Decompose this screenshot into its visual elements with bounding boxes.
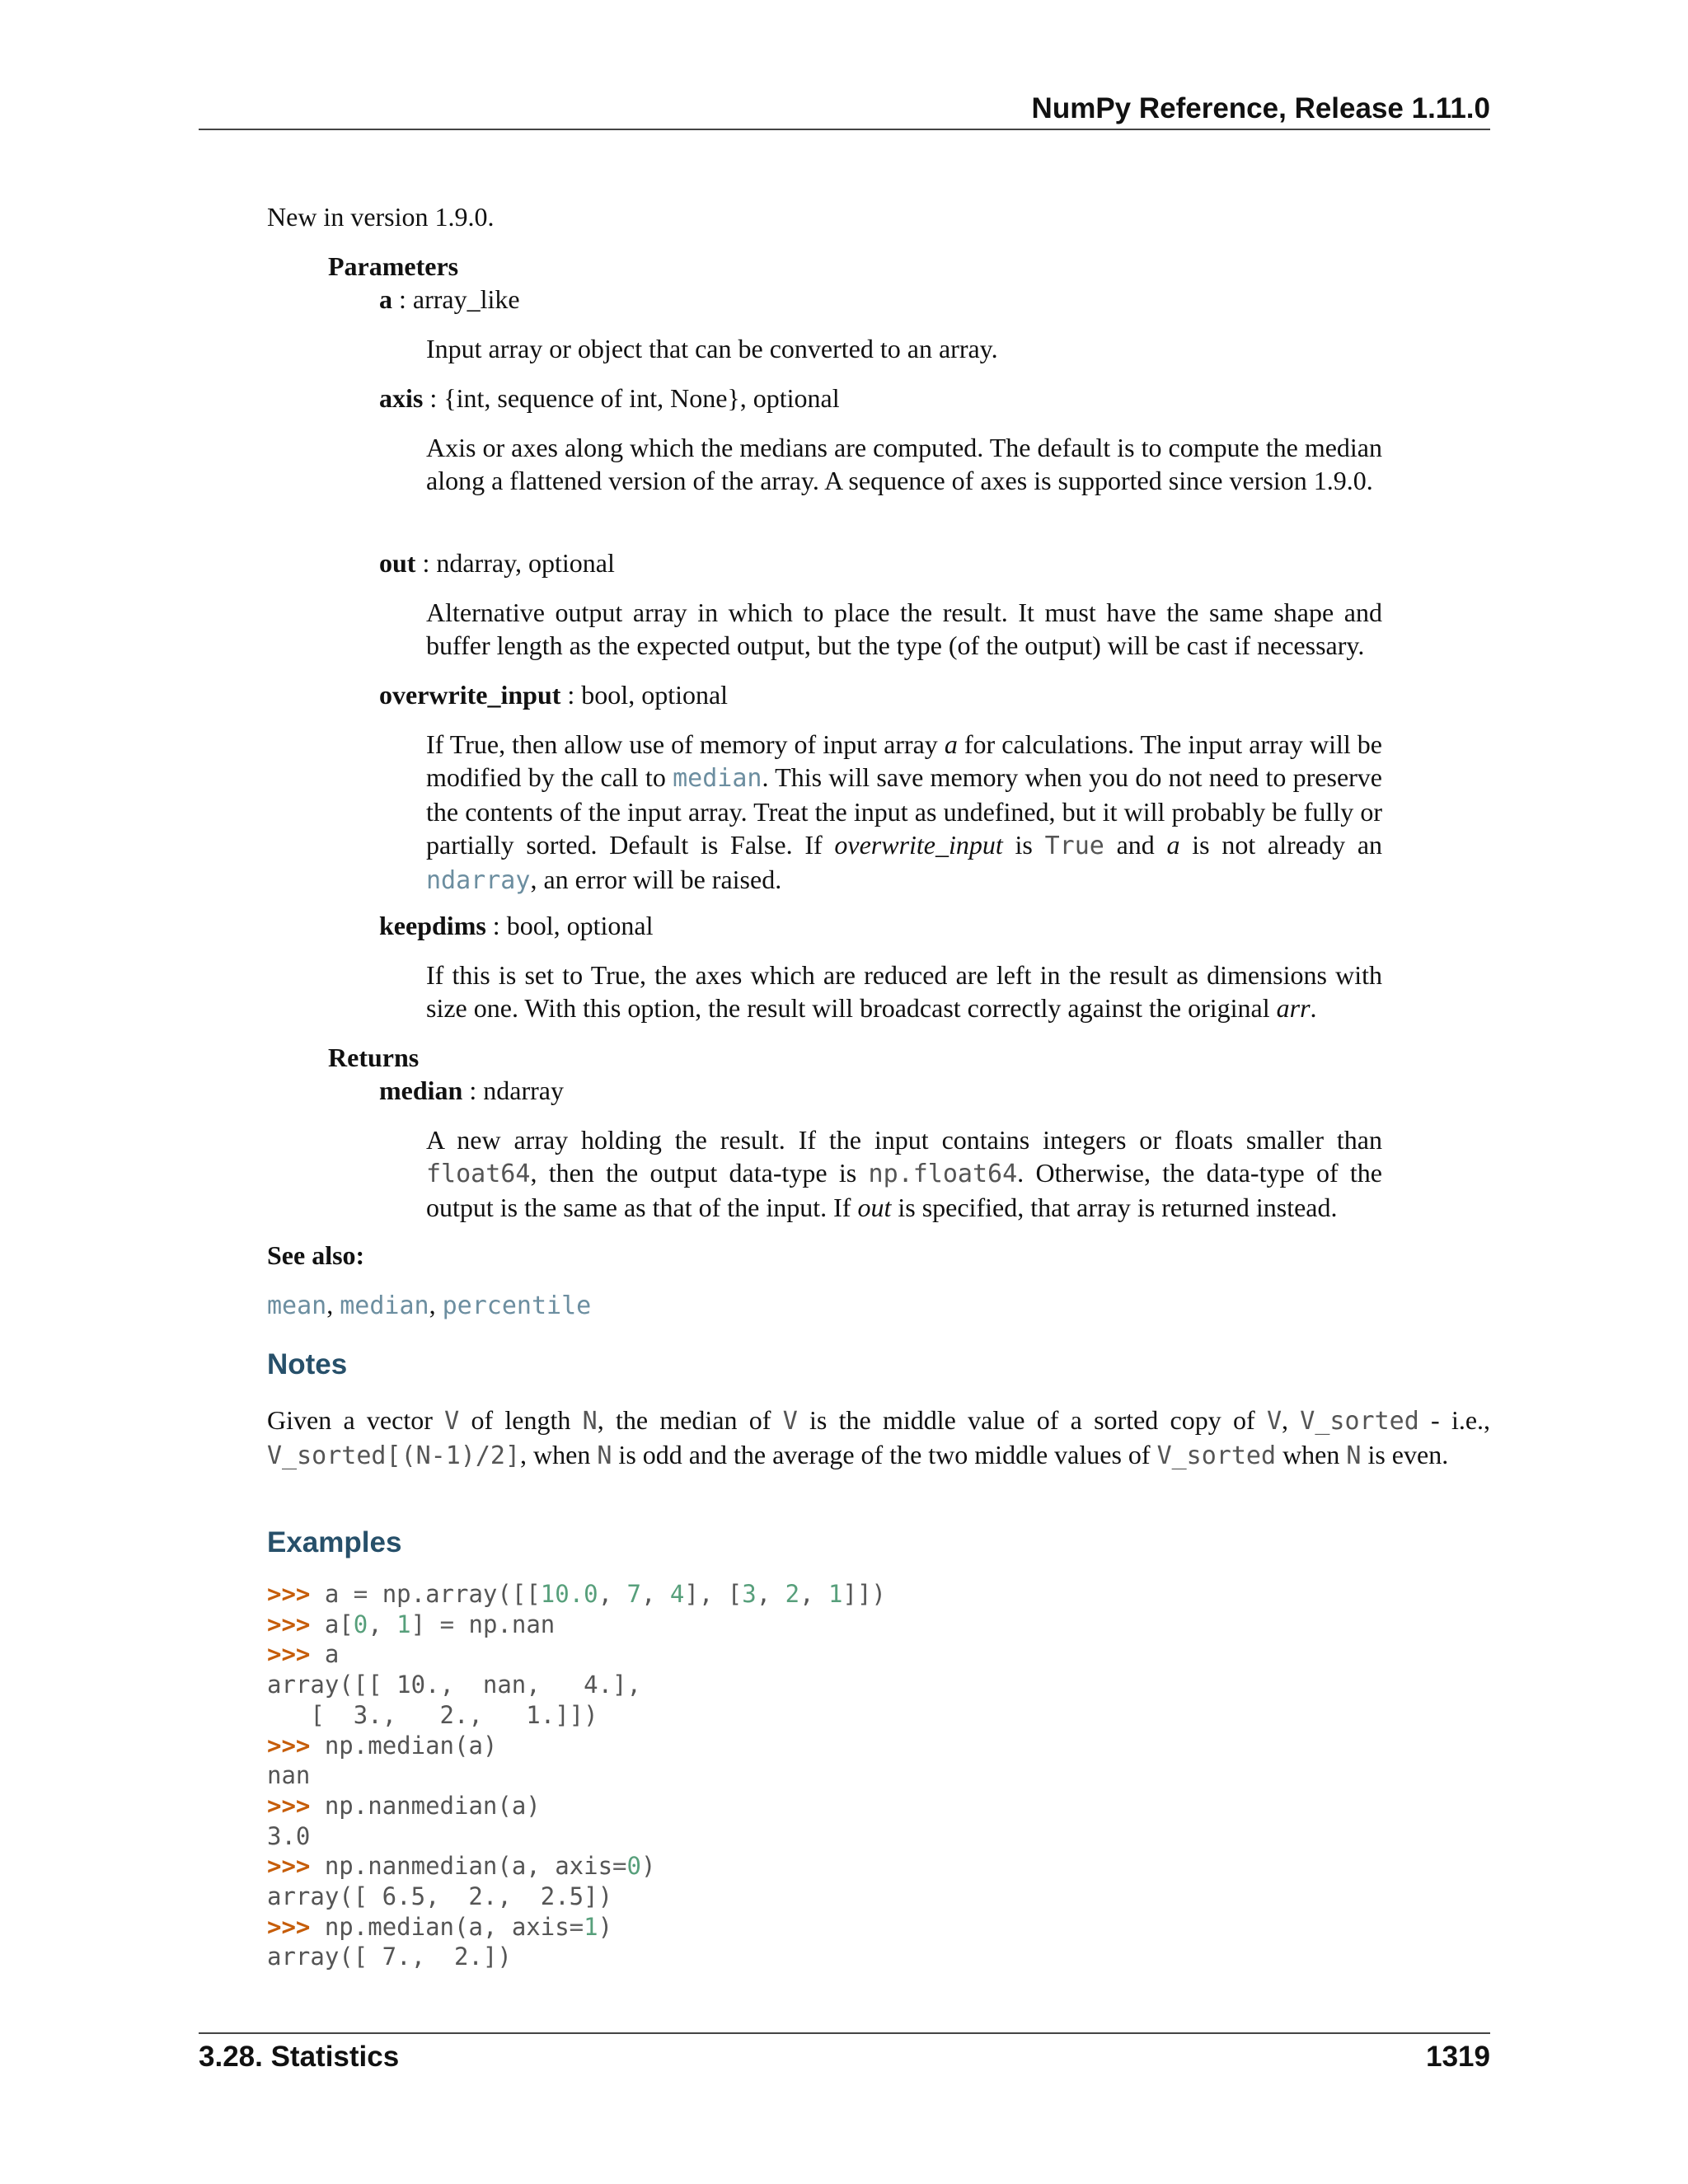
param-axis-desc: Axis or axes along which the medians are computed. The default is to compute the median along a flattened version of the array. A sequence of axes is supported since version 1.9.0.: [426, 433, 1382, 495]
param-out: out : ndarray, optional: [379, 548, 615, 578]
notes-heading: Notes: [267, 1348, 348, 1380]
code-line: >>> np.median(a, axis=1): [267, 1912, 613, 1941]
examples-heading: Examples: [267, 1526, 402, 1558]
param-keepdims-desc: If this is set to True, the axes which are reduced are left in the result as dimensions with size one. With this option, the result will broadcast correctly against the original arr.: [426, 960, 1382, 1023]
code-output: array([ 6.5, 2., 2.5]): [267, 1882, 613, 1911]
code-output: array([ 7., 2.]): [267, 1943, 512, 1971]
param-overwrite-input-desc: If True, then allow use of memory of input array a for calculations. The input array will be modified by the call to median. This will save memory when you do not need to preserve the contents of the input array. Treat the input as undefined, but it will probably be fully or partially sorted. Default is False. If overwrite_input is True and a is not already an ndarray, an error will be raised.: [426, 729, 1383, 895]
param-a-desc: Input array or object that can be converted to an array.: [426, 334, 998, 363]
code-output: array([[ 10., nan, 4.],: [267, 1671, 641, 1699]
footer-rule: [199, 2032, 1490, 2034]
examples-code-block: [267, 1579, 886, 1972]
ndarray-link[interactable]: ndarray: [426, 866, 531, 895]
percentile-link[interactable]: percentile: [442, 1291, 592, 1320]
median-see-also-link[interactable]: median: [340, 1291, 429, 1320]
code-line: >>> a = np.array([[10.0, 7, 4], [3, 2, 1]]): [267, 1580, 886, 1608]
param-axis: axis : {int, sequence of int, None}, optional: [379, 383, 840, 413]
code-line: >>> np.nanmedian(a): [267, 1791, 541, 1820]
code-output: [ 3., 2., 1.]]): [267, 1700, 598, 1729]
version-note: New in version 1.9.0.: [267, 202, 495, 232]
returns-heading: Returns: [328, 1043, 420, 1072]
notes-text: Given a vector V of length N, the median of V is the middle value of a sorted copy of V, V_sorted - i.e., V_sorted[(N-1)/2], when N is odd and the average of the two middle values of V_sorted when N is even.: [267, 1405, 1491, 1470]
header-rule: [199, 129, 1490, 130]
param-out-desc: Alternative output array in which to place the result. It must have the same shape and buffer length as the expected output, but the type (of the output) will be cast if necessary.: [426, 598, 1382, 660]
code-line: >>> a: [267, 1640, 340, 1669]
page-number: 1319: [1426, 2041, 1490, 2073]
code-line: >>> a[0, 1] = np.nan: [267, 1610, 556, 1638]
return-median: median : ndarray: [379, 1076, 564, 1105]
footer-section: 3.28. Statistics: [199, 2041, 400, 2073]
return-median-desc: A new array holding the result. If the input contains integers or floats smaller than float64, then the output data-type is np.float64. Otherwise, the data-type of the output is the same as that of the input. If out is specified, that array is returned instead.: [426, 1125, 1383, 1222]
mean-link[interactable]: mean: [267, 1291, 327, 1320]
code-output: nan: [267, 1761, 311, 1790]
code-line: >>> np.nanmedian(a, axis=0): [267, 1852, 656, 1881]
param-overwrite-input: overwrite_input : bool, optional: [379, 680, 729, 710]
param-keepdims: keepdims : bool, optional: [379, 911, 654, 940]
see-also-links: mean, median, percentile: [267, 1290, 592, 1320]
code-output: 3.0: [267, 1821, 311, 1850]
parameters-heading: Parameters: [328, 251, 459, 281]
code-line: >>> np.median(a): [267, 1731, 498, 1760]
see-also-heading: See also:: [267, 1240, 365, 1270]
running-header: NumPy Reference, Release 1.11.0: [1031, 92, 1490, 124]
param-a: a : array_like: [379, 284, 520, 314]
median-link[interactable]: median: [673, 764, 762, 793]
